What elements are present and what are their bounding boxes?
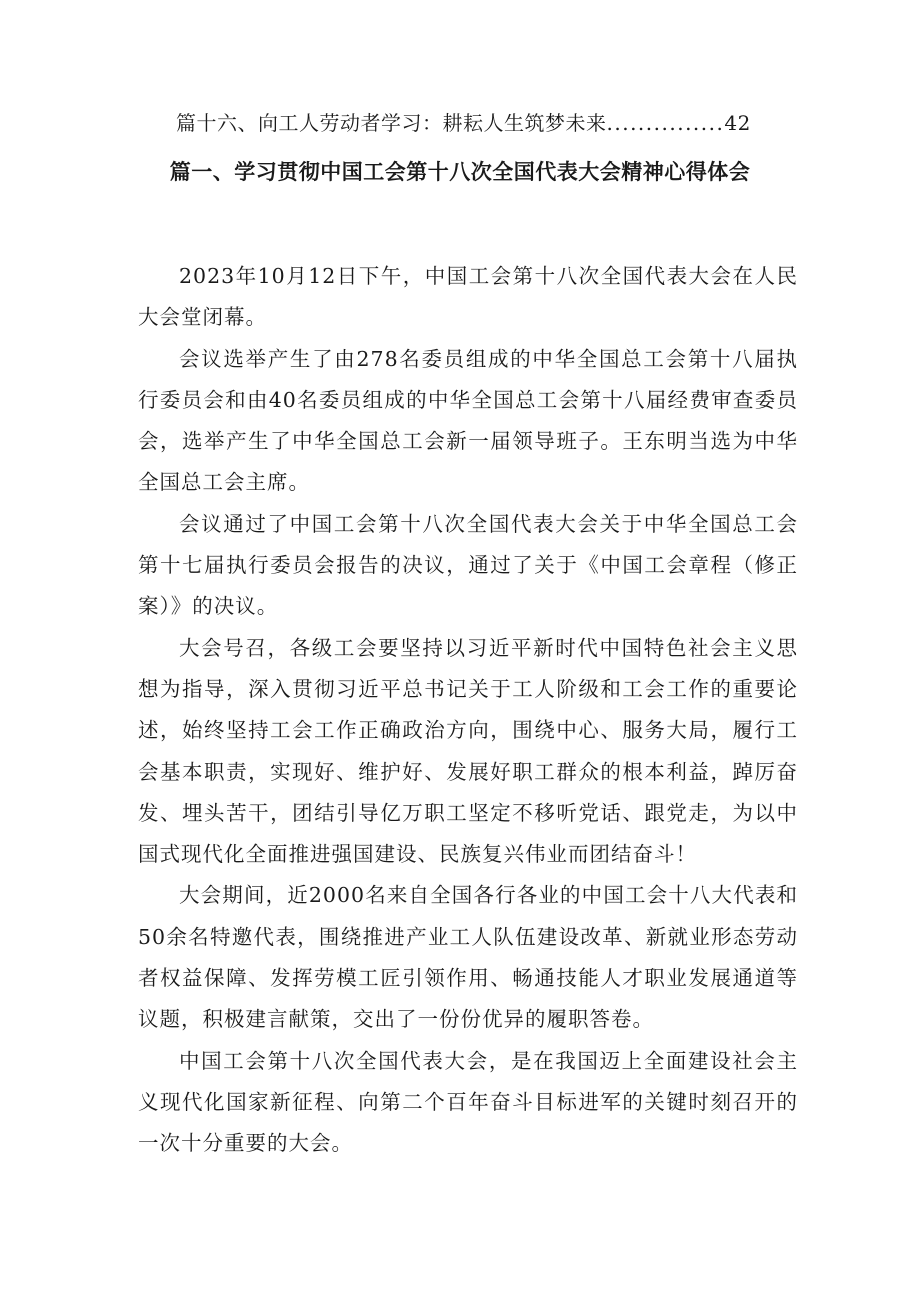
- toc-entry-title: 篇十六、向工人劳动者学习：耕耘人生筑梦未来: [176, 111, 607, 135]
- paragraph-5: 大会期间，近2000名来自全国各行各业的中国工会十八大代表和50余名特邀代表，围绕推进产业工人队伍建设改革、新就业形态劳动者权益保障、发挥劳模工匠引领作用、畅通技能人才职业发展通道等议题，积极建言献策，交出了一份份优异的履职答卷。: [138, 883, 798, 1032]
- paragraph-1: 2023年10月12日下午，中国工会第十八次全国代表大会在人民大会堂闭幕。: [138, 264, 798, 330]
- paragraph-3: 会议通过了中国工会第十八次全国代表大会关于中华全国总工会第十七届执行委员会报告的决议，通过了关于《中国工会章程（修正案）》的决议。: [138, 511, 798, 619]
- toc-page-number: 42: [724, 111, 751, 135]
- toc-leader-dots: ...............: [606, 111, 725, 135]
- article-heading: 篇一、学习贯彻中国工会第十八次全国代表大会精神心得体会: [169, 160, 751, 184]
- toc-entry[interactable]: [176, 108, 776, 138]
- paragraph-6: 中国工会第十八次全国代表大会，是在我国迈上全面建设社会主义现代化国家新征程、向第二个百年奋斗目标进军的关键时刻召开的一次十分重要的大会。: [138, 1048, 798, 1156]
- paragraph-4: 大会号召，各级工会要坚持以习近平新时代中国特色社会主义思想为指导，深入贯彻习近平总书记关于工人阶级和工会工作的重要论述，始终坚持工会工作正确政治方向，围绕中心、服务大局，履行工会基本职责，实现好、维护好、发展好职工群众的根本利益，踔厉奋发、埋头苦干，团结引导亿万职工坚定不移听党话、跟党走，为以中国式现代化全面推进强国建设、民族复兴伟业而团结奋斗！: [138, 635, 798, 867]
- paragraph-2: 会议选举产生了由278名委员组成的中华全国总工会第十八届执行委员会和由40名委员组成的中华全国总工会第十八届经费审查委员会，选举产生了中华全国总工会新一届领导班子。王东明当选为中华全国总工会主席。: [138, 346, 798, 495]
- article-body: [138, 256, 798, 1165]
